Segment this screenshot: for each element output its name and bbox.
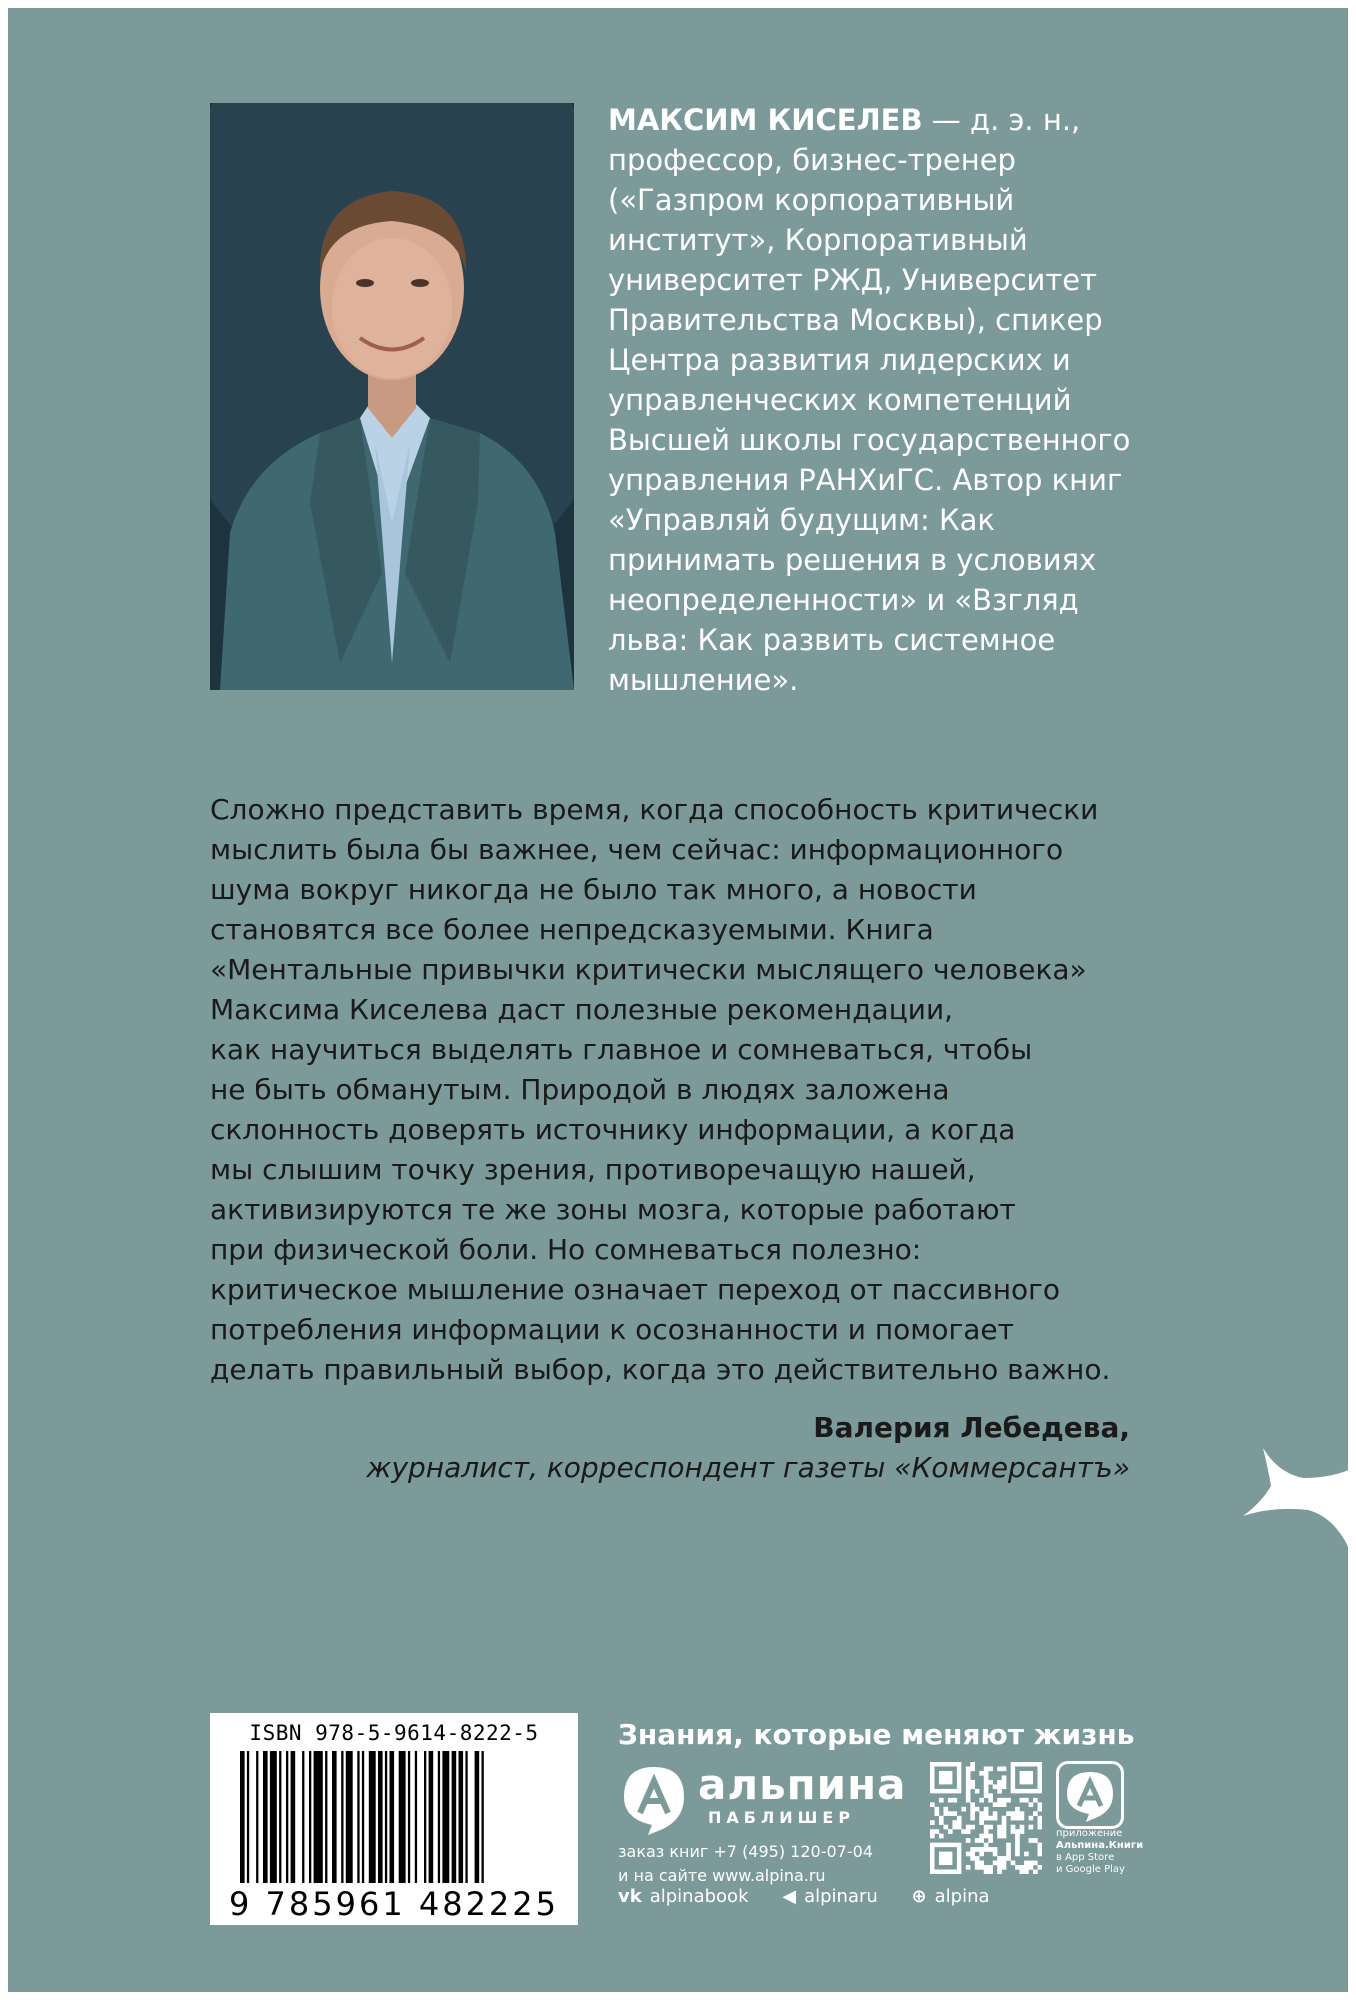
- qr-module: [934, 1807, 939, 1812]
- author-photo: [210, 103, 574, 690]
- qr-module: [966, 1789, 971, 1794]
- barcode-bar: [442, 1751, 449, 1883]
- qr-module: [1002, 1825, 1007, 1830]
- telegram-icon: ◀: [782, 1886, 797, 1907]
- social-link-telegram[interactable]: [782, 1886, 878, 1907]
- qr-module: [988, 1834, 993, 1839]
- qr-module: [1015, 1852, 1020, 1857]
- qr-module: [984, 1870, 989, 1874]
- qr-module: [997, 1856, 1002, 1861]
- qr-module: [997, 1825, 1002, 1830]
- description-line: становятся все более непредсказуемыми. Книга: [210, 913, 934, 946]
- qr-module: [1033, 1870, 1038, 1874]
- description-line: мыслить была бы важнее, чем сейчас: информационного: [210, 833, 1064, 866]
- qr-module: [1015, 1838, 1020, 1843]
- description-line: активизируются те же зоны мозга, которые работают: [210, 1193, 1016, 1226]
- qr-module: [979, 1838, 984, 1843]
- qr-module: [979, 1798, 984, 1803]
- vk-icon: vk: [618, 1886, 642, 1907]
- social-link-vk[interactable]: [618, 1886, 749, 1907]
- qr-module: [979, 1771, 984, 1776]
- qr-module: [988, 1766, 993, 1771]
- app-logo-mark-icon: [1059, 1764, 1121, 1826]
- qr-module: [1015, 1843, 1020, 1848]
- barcode-bar: [341, 1751, 343, 1883]
- qr-module: [1033, 1811, 1038, 1816]
- qr-module: [984, 1807, 989, 1812]
- qr-module: [1015, 1829, 1020, 1834]
- qr-module: [1011, 1825, 1016, 1830]
- qr-module: [1033, 1798, 1038, 1803]
- qr-module: [1020, 1825, 1025, 1830]
- book-description: [210, 790, 1150, 1390]
- qr-module: [984, 1784, 989, 1789]
- qr-module: [984, 1789, 989, 1794]
- qr-module: [930, 1829, 935, 1834]
- qr-module: [966, 1771, 971, 1776]
- qr-module: [966, 1793, 971, 1798]
- qr-module: [1024, 1798, 1029, 1803]
- qr-module: [943, 1807, 948, 1812]
- qr-module: [1011, 1811, 1016, 1816]
- qr-module: [1038, 1816, 1042, 1821]
- qr-module: [1038, 1820, 1042, 1825]
- qr-module: [993, 1861, 998, 1866]
- qr-module: [1038, 1802, 1042, 1807]
- qr-module: [988, 1793, 993, 1798]
- qr-module: [975, 1861, 980, 1866]
- qr-module: [979, 1820, 984, 1825]
- qr-module: [1002, 1775, 1007, 1780]
- qr-module: [988, 1798, 993, 1803]
- barcode-bar: [279, 1751, 281, 1883]
- qr-finder-core: [939, 1771, 952, 1784]
- barcode-bar: [482, 1751, 484, 1883]
- qr-module: [1029, 1802, 1034, 1807]
- qr-module: [1011, 1816, 1016, 1821]
- barcode-bar: [325, 1751, 327, 1883]
- qr-module: [966, 1865, 971, 1870]
- qr-module: [966, 1838, 971, 1843]
- barcode-bar: [415, 1751, 417, 1883]
- qr-module: [966, 1798, 971, 1803]
- qr-module: [930, 1834, 935, 1839]
- qr-module: [970, 1852, 975, 1857]
- qr-module: [975, 1838, 980, 1843]
- qr-module: [1015, 1834, 1020, 1839]
- qr-module: [993, 1816, 998, 1821]
- qr-module: [988, 1870, 993, 1874]
- qr-module: [939, 1820, 944, 1825]
- qr-module: [934, 1811, 939, 1816]
- barcode-bar: [429, 1751, 434, 1883]
- qr-module: [966, 1829, 971, 1834]
- qr-module: [1020, 1865, 1025, 1870]
- description-line: потребления информации к осознанности и помогает: [210, 1313, 1014, 1346]
- qr-module: [1029, 1825, 1034, 1830]
- social-link-plus[interactable]: [912, 1886, 990, 1907]
- author-name: МАКСИМ КИСЕЛЕВ: [608, 103, 923, 137]
- qr-module: [1024, 1865, 1029, 1870]
- barcode-bar: [286, 1751, 288, 1883]
- qr-module: [1002, 1780, 1007, 1785]
- qr-module: [984, 1843, 989, 1848]
- barcode-bar: [346, 1751, 353, 1883]
- qr-module: [984, 1766, 989, 1771]
- publisher-slogan: Знания, которые меняют жизнь: [618, 1718, 1135, 1751]
- qr-module: [997, 1861, 1002, 1866]
- barcode-bar: [270, 1751, 277, 1883]
- qr-module: [984, 1775, 989, 1780]
- barcode-bar: [408, 1751, 410, 1883]
- barcode-bar: [438, 1751, 440, 1883]
- barcode-bar: [385, 1751, 387, 1883]
- qr-module: [984, 1847, 989, 1852]
- qr-module: [997, 1780, 1002, 1785]
- qr-module: [1020, 1829, 1025, 1834]
- author-bio-text: — д. э. н., профессор, бизнес-тренер («Газпром корпоративный институт», Корпоративный университет РЖД, Университет Правительства Москвы), спикер Центра развития лидерских и управленческих компетенций Высшей школы государственного управления РАНХиГС. Автор книг «Управляй будущим: Как принимать решения в условиях неопределенности» и «Взгляд льва: Как развить системное мышление».: [608, 103, 1131, 697]
- qr-module: [1006, 1843, 1011, 1848]
- barcode-bar: [309, 1751, 311, 1883]
- qr-module: [943, 1811, 948, 1816]
- order-info: [618, 1840, 873, 1888]
- barcode-icon: [240, 1751, 550, 1883]
- qr-module: [997, 1802, 1002, 1807]
- qr-module: [1029, 1816, 1034, 1821]
- app-line: в App Store: [1056, 1852, 1115, 1863]
- barcode-bar: [369, 1751, 376, 1883]
- qr-module: [979, 1865, 984, 1870]
- qr-module: [988, 1780, 993, 1785]
- alpina-logo-icon: [618, 1763, 690, 1835]
- qr-module: [939, 1798, 944, 1803]
- author-portrait-illustration: [210, 103, 574, 690]
- app-line: и Google Play: [1056, 1864, 1125, 1875]
- qr-module: [1002, 1856, 1007, 1861]
- order-phone: заказ книг +7 (495) 120-07-04: [618, 1842, 873, 1861]
- qr-module: [1038, 1807, 1042, 1812]
- qr-module: [1006, 1811, 1011, 1816]
- description-line: критическое мышление означает переход от пассивного: [210, 1273, 1061, 1306]
- qr-module: [966, 1852, 971, 1857]
- qr-module: [1033, 1838, 1038, 1843]
- qr-module: [993, 1852, 998, 1857]
- qr-module: [988, 1847, 993, 1852]
- qr-module: [1020, 1798, 1025, 1803]
- app-info: [1056, 1828, 1146, 1876]
- qr-module: [957, 1816, 962, 1821]
- qr-module: [997, 1865, 1002, 1870]
- barcode-digits: 9 785961 482225: [228, 1885, 559, 1923]
- social-links: [618, 1886, 1018, 1907]
- qr-module: [997, 1789, 1002, 1794]
- barcode-bar: [362, 1751, 364, 1883]
- qr-module: [966, 1780, 971, 1785]
- barcode-bar: [302, 1751, 304, 1883]
- barcode-bar: [459, 1751, 464, 1883]
- qr-module: [966, 1784, 971, 1789]
- barcode-bar: [240, 1751, 245, 1883]
- qr-module: [1002, 1820, 1007, 1825]
- qr-module: [988, 1816, 993, 1821]
- qr-module: [952, 1811, 957, 1816]
- qr-module: [1038, 1852, 1042, 1857]
- qr-module: [979, 1834, 984, 1839]
- qr-finder-core: [939, 1852, 952, 1865]
- qr-module: [988, 1825, 993, 1830]
- description-line: при физической боли. Но сомневаться полезно:: [210, 1233, 922, 1266]
- qr-module: [930, 1820, 935, 1825]
- qr-module: [1006, 1856, 1011, 1861]
- review-author-role: журналист, корреспондент газеты «Коммерсантъ»: [366, 1451, 1130, 1484]
- qr-module: [943, 1825, 948, 1830]
- qr-module: [984, 1865, 989, 1870]
- qr-module: [1011, 1861, 1016, 1866]
- qr-module: [988, 1865, 993, 1870]
- qr-module: [948, 1798, 953, 1803]
- qr-module: [961, 1829, 966, 1834]
- qr-module: [1015, 1816, 1020, 1821]
- qr-module: [970, 1802, 975, 1807]
- qr-module: [1002, 1798, 1007, 1803]
- barcode-bar: [357, 1751, 359, 1883]
- qr-module: [1006, 1847, 1011, 1852]
- qr-finder-core: [1020, 1771, 1033, 1784]
- qr-module: [970, 1825, 975, 1830]
- publisher-name: альпина: [698, 1760, 907, 1809]
- qr-module: [939, 1816, 944, 1821]
- qr-module: [984, 1793, 989, 1798]
- qr-module: [970, 1780, 975, 1785]
- qr-module: [1015, 1807, 1020, 1812]
- qr-module: [952, 1825, 957, 1830]
- barcode-bar: [314, 1751, 323, 1883]
- qr-module: [1038, 1865, 1042, 1870]
- qr-module: [993, 1802, 998, 1807]
- qr-module: [939, 1834, 944, 1839]
- qr-module: [984, 1829, 989, 1834]
- barcode-bar: [452, 1751, 457, 1883]
- qr-module: [970, 1784, 975, 1789]
- qr-module: [979, 1847, 984, 1852]
- qr-module: [1029, 1838, 1034, 1843]
- qr-module: [970, 1816, 975, 1821]
- barcode-bar: [378, 1751, 383, 1883]
- qr-module: [970, 1762, 975, 1767]
- fish-tail-decoration-icon: [1233, 1448, 1348, 1558]
- qr-module: [966, 1775, 971, 1780]
- qr-module: [966, 1825, 971, 1830]
- barcode-bar: [475, 1751, 480, 1883]
- barcode-bar: [399, 1751, 406, 1883]
- qr-module: [975, 1856, 980, 1861]
- author-bio: [608, 100, 1168, 700]
- qr-module: [1020, 1811, 1025, 1816]
- order-website: и на сайте www.alpina.ru: [618, 1866, 826, 1885]
- qr-module: [1020, 1870, 1025, 1874]
- plus-icon: ⊕: [911, 1886, 927, 1907]
- qr-module: [1033, 1861, 1038, 1866]
- qr-module: [984, 1780, 989, 1785]
- barcode-panel: [210, 1713, 578, 1925]
- qr-module: [1002, 1802, 1007, 1807]
- qr-module: [1002, 1829, 1007, 1834]
- review-author-name: Валерия Лебедева,: [813, 1411, 1130, 1444]
- qr-module: [970, 1847, 975, 1852]
- qr-module: [1015, 1811, 1020, 1816]
- qr-module: [1002, 1784, 1007, 1789]
- qr-module: [970, 1807, 975, 1812]
- qr-module: [934, 1829, 939, 1834]
- qr-module: [948, 1811, 953, 1816]
- qr-module: [1015, 1865, 1020, 1870]
- qr-module: [997, 1829, 1002, 1834]
- barcode-bar: [390, 1751, 395, 1883]
- qr-module: [979, 1816, 984, 1821]
- qr-module: [1024, 1861, 1029, 1866]
- qr-module: [979, 1811, 984, 1816]
- isbn-text: ISBN 978-5-9614-8222-5: [249, 1721, 539, 1745]
- barcode-bar: [263, 1751, 268, 1883]
- barcode-bar: [291, 1751, 296, 1883]
- qr-module: [966, 1766, 971, 1771]
- description-line: «Ментальные привычки критически мыслящего человека»: [210, 953, 1087, 986]
- qr-module: [975, 1865, 980, 1870]
- qr-module: [975, 1789, 980, 1794]
- app-line: приложение: [1056, 1828, 1123, 1839]
- app-logo-icon[interactable]: [1056, 1761, 1124, 1829]
- qr-module: [997, 1834, 1002, 1839]
- description-line: делать правильный выбор, когда это действительно важно.: [210, 1353, 1111, 1386]
- qr-module: [993, 1784, 998, 1789]
- qr-module: [1020, 1816, 1025, 1821]
- qr-module: [961, 1807, 966, 1812]
- qr-module: [1038, 1843, 1042, 1848]
- description-line: мы слышим точку зрения, противоречащую нашей,: [210, 1153, 976, 1186]
- qr-module: [1024, 1852, 1029, 1857]
- qr-module: [970, 1766, 975, 1771]
- description-line: шума вокруг никогда не было так много, а новости: [210, 873, 977, 906]
- qr-module: [993, 1847, 998, 1852]
- qr-module: [1011, 1829, 1016, 1834]
- qr-module: [930, 1802, 935, 1807]
- qr-module: [1002, 1816, 1007, 1821]
- qr-module: [997, 1798, 1002, 1803]
- qr-module: [1024, 1870, 1029, 1874]
- qr-module: [970, 1811, 975, 1816]
- qr-module: [952, 1820, 957, 1825]
- barcode-bar: [332, 1751, 337, 1883]
- description-line: Сложно представить время, когда способность критически: [210, 793, 1099, 826]
- qr-module: [957, 1825, 962, 1830]
- qr-module: [979, 1861, 984, 1866]
- qr-code-icon[interactable]: [930, 1762, 1042, 1874]
- barcode-bar: [465, 1751, 467, 1883]
- description-line: Максима Киселева даст полезные рекомендации,: [210, 993, 954, 1026]
- qr-module: [1015, 1847, 1020, 1852]
- qr-module: [997, 1784, 1002, 1789]
- barcode-bar: [424, 1751, 426, 1883]
- qr-module: [952, 1798, 957, 1803]
- publisher-subname: ПАБЛИШЕР: [708, 1808, 856, 1827]
- qr-module: [997, 1870, 1002, 1874]
- qr-module: [1002, 1766, 1007, 1771]
- social-label: alpinabook: [649, 1886, 749, 1907]
- qr-module: [984, 1834, 989, 1839]
- description-line: склонность доверять источнику информации, а когда: [210, 1113, 1016, 1146]
- qr-module: [948, 1829, 953, 1834]
- description-line: не быть обманутым. Природой в людях заложена: [210, 1073, 950, 1106]
- qr-module: [984, 1816, 989, 1821]
- qr-module: [988, 1838, 993, 1843]
- qr-module: [957, 1820, 962, 1825]
- qr-module: [1029, 1865, 1034, 1870]
- qr-module: [1006, 1798, 1011, 1803]
- qr-module: [970, 1856, 975, 1861]
- qr-module: [1029, 1861, 1034, 1866]
- qr-module: [1006, 1852, 1011, 1857]
- social-label: alpina: [934, 1886, 990, 1907]
- app-line: Альпина.Книги: [1056, 1840, 1144, 1851]
- qr-module: [1038, 1825, 1042, 1830]
- qr-module: [979, 1852, 984, 1857]
- qr-module: [984, 1811, 989, 1816]
- social-label: alpinaru: [804, 1886, 878, 1907]
- qr-module: [997, 1766, 1002, 1771]
- qr-module: [984, 1771, 989, 1776]
- qr-module: [1038, 1847, 1042, 1852]
- barcode-bar: [256, 1751, 258, 1883]
- qr-module: [984, 1825, 989, 1830]
- book-back-cover: [8, 8, 1348, 1992]
- barcode-bar: [247, 1751, 249, 1883]
- description-line: как научиться выделять главное и сомневаться, чтобы: [210, 1033, 1033, 1066]
- qr-module: [1002, 1834, 1007, 1839]
- qr-module: [1002, 1861, 1007, 1866]
- qr-module: [993, 1811, 998, 1816]
- qr-module: [975, 1807, 980, 1812]
- qr-module: [975, 1847, 980, 1852]
- qr-module: [1002, 1865, 1007, 1870]
